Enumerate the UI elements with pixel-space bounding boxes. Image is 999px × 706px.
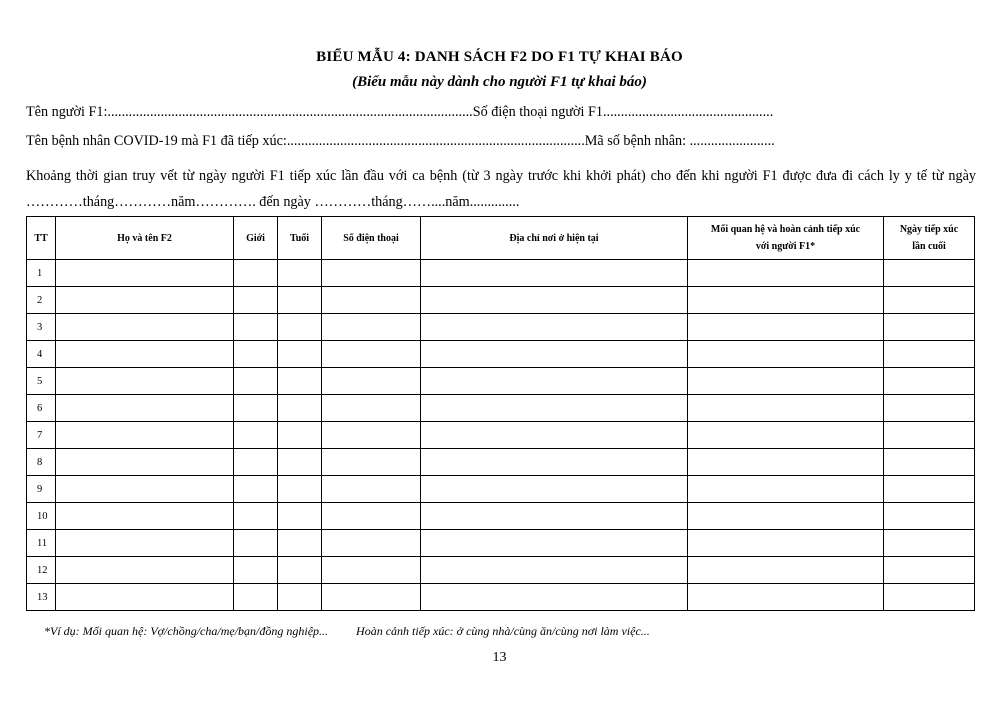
last-date-cell[interactable] bbox=[884, 422, 975, 449]
age-cell[interactable] bbox=[278, 557, 322, 584]
phone-cell[interactable] bbox=[322, 557, 421, 584]
page-number: 13 bbox=[492, 650, 507, 665]
address-cell[interactable] bbox=[421, 584, 688, 611]
gender-cell[interactable] bbox=[234, 341, 278, 368]
header-last-date-line1: Ngày tiếp xúc bbox=[899, 224, 959, 235]
f1-name-phone-field: Tên người F1:.......................................................................................................Số điện thoại người F1................................................ bbox=[26, 104, 774, 120]
age-cell[interactable] bbox=[278, 314, 322, 341]
age-cell[interactable] bbox=[278, 449, 322, 476]
age-cell[interactable] bbox=[278, 395, 322, 422]
relation-cell[interactable] bbox=[688, 287, 884, 314]
header-relation-line1: Mối quan hệ và hoàn cảnh tiếp xúc bbox=[710, 224, 861, 235]
row-number: 11 bbox=[27, 530, 56, 557]
last-date-cell[interactable] bbox=[884, 449, 975, 476]
name-cell[interactable] bbox=[56, 530, 234, 557]
last-date-cell[interactable] bbox=[884, 476, 975, 503]
patient-name-code-field: Tên bệnh nhân COVID-19 mà F1 đã tiếp xúc:....................................................................................Mã số bệnh nhân: ........................ bbox=[26, 133, 775, 149]
table-row bbox=[27, 260, 975, 287]
footnote bbox=[44, 624, 650, 639]
row-number: 6 bbox=[27, 395, 56, 422]
age-cell[interactable] bbox=[278, 260, 322, 287]
footnote-context: Hoàn cảnh tiếp xúc: ở cùng nhà/cùng ăn/cùng nơi làm việc... bbox=[356, 624, 650, 638]
relation-cell[interactable] bbox=[688, 341, 884, 368]
row-number: 10 bbox=[27, 503, 56, 530]
name-cell[interactable] bbox=[56, 368, 234, 395]
relation-cell[interactable] bbox=[688, 314, 884, 341]
phone-cell[interactable] bbox=[322, 287, 421, 314]
form-title: BIỂU MẪU 4: DANH SÁCH F2 DO F1 TỰ KHAI BÁO bbox=[316, 49, 683, 65]
address-cell[interactable] bbox=[421, 368, 688, 395]
address-cell[interactable] bbox=[421, 422, 688, 449]
header-age: Tuổi bbox=[278, 217, 322, 260]
phone-cell[interactable] bbox=[322, 368, 421, 395]
relation-cell[interactable] bbox=[688, 422, 884, 449]
gender-cell[interactable] bbox=[234, 422, 278, 449]
row-number: 8 bbox=[27, 449, 56, 476]
table-row bbox=[27, 314, 975, 341]
row-number: 12 bbox=[27, 557, 56, 584]
relation-cell[interactable] bbox=[688, 503, 884, 530]
last-date-cell[interactable] bbox=[884, 503, 975, 530]
form-subtitle: (Biểu mẫu này dành cho người F1 tự khai báo) bbox=[352, 74, 647, 90]
name-cell[interactable] bbox=[56, 503, 234, 530]
header-relation bbox=[688, 217, 884, 260]
relation-cell[interactable] bbox=[688, 557, 884, 584]
table-row bbox=[27, 395, 975, 422]
header-tt: TT bbox=[27, 217, 56, 260]
footnote-example: *Ví dụ: Mối quan hệ: Vợ/chồng/cha/mẹ/bạn/đồng nghiệp... bbox=[44, 624, 329, 638]
last-date-cell[interactable] bbox=[884, 341, 975, 368]
address-cell[interactable] bbox=[421, 260, 688, 287]
name-cell[interactable] bbox=[56, 449, 234, 476]
name-cell[interactable] bbox=[56, 341, 234, 368]
relation-cell[interactable] bbox=[688, 530, 884, 557]
row-number: 7 bbox=[27, 422, 56, 449]
table-header-row bbox=[27, 217, 975, 260]
table-row bbox=[27, 368, 975, 395]
name-cell[interactable] bbox=[56, 422, 234, 449]
table-row bbox=[27, 422, 975, 449]
row-number: 5 bbox=[27, 368, 56, 395]
table-row bbox=[27, 287, 975, 314]
gender-cell[interactable] bbox=[234, 314, 278, 341]
age-cell[interactable] bbox=[278, 368, 322, 395]
address-cell[interactable] bbox=[421, 314, 688, 341]
header-name: Họ và tên F2 bbox=[56, 217, 234, 260]
phone-cell[interactable] bbox=[322, 314, 421, 341]
relation-cell[interactable] bbox=[688, 476, 884, 503]
tracing-period-field: Khoảng thời gian truy vết từ ngày người F1 tiếp xúc lần đầu với ca bệnh (từ 3 ngày trước khi khởi phát) cho đến khi người F1 được đưa đi cách ly y tế từ ngày …………tháng…………năm…………. đến ngày …………tháng……....năm.............. bbox=[26, 168, 976, 210]
age-cell[interactable] bbox=[278, 530, 322, 557]
table-row bbox=[27, 341, 975, 368]
name-cell[interactable] bbox=[56, 260, 234, 287]
table-row bbox=[27, 584, 975, 611]
header-last-date-line2: lần cuối bbox=[912, 241, 946, 252]
row-number: 2 bbox=[27, 287, 56, 314]
gender-cell[interactable] bbox=[234, 557, 278, 584]
gender-cell[interactable] bbox=[234, 530, 278, 557]
row-number: 13 bbox=[27, 584, 56, 611]
relation-cell[interactable] bbox=[688, 368, 884, 395]
name-cell[interactable] bbox=[56, 557, 234, 584]
header-address: Địa chỉ nơi ở hiện tại bbox=[421, 217, 688, 260]
header-last-date bbox=[884, 217, 975, 260]
name-cell[interactable] bbox=[56, 584, 234, 611]
table-row bbox=[27, 557, 975, 584]
table-row bbox=[27, 449, 975, 476]
last-date-cell[interactable] bbox=[884, 557, 975, 584]
address-cell[interactable] bbox=[421, 395, 688, 422]
name-cell[interactable] bbox=[56, 314, 234, 341]
name-cell[interactable] bbox=[56, 395, 234, 422]
age-cell[interactable] bbox=[278, 503, 322, 530]
address-cell[interactable] bbox=[421, 476, 688, 503]
last-date-cell[interactable] bbox=[884, 395, 975, 422]
last-date-cell[interactable] bbox=[884, 368, 975, 395]
phone-cell[interactable] bbox=[322, 395, 421, 422]
last-date-cell[interactable] bbox=[884, 530, 975, 557]
last-date-cell[interactable] bbox=[884, 584, 975, 611]
address-cell[interactable] bbox=[421, 449, 688, 476]
gender-cell[interactable] bbox=[234, 368, 278, 395]
relation-cell[interactable] bbox=[688, 395, 884, 422]
gender-cell[interactable] bbox=[234, 260, 278, 287]
name-cell[interactable] bbox=[56, 287, 234, 314]
phone-cell[interactable] bbox=[322, 449, 421, 476]
table-row bbox=[27, 530, 975, 557]
phone-cell[interactable] bbox=[322, 476, 421, 503]
age-cell[interactable] bbox=[278, 584, 322, 611]
gender-cell[interactable] bbox=[234, 449, 278, 476]
age-cell[interactable] bbox=[278, 341, 322, 368]
header-phone: Số điện thoại bbox=[322, 217, 421, 260]
phone-cell[interactable] bbox=[322, 503, 421, 530]
last-date-cell[interactable] bbox=[884, 287, 975, 314]
gender-cell[interactable] bbox=[234, 584, 278, 611]
header-relation-line2: với người F1* bbox=[755, 241, 816, 252]
phone-cell[interactable] bbox=[322, 530, 421, 557]
address-cell[interactable] bbox=[421, 503, 688, 530]
gender-cell[interactable] bbox=[234, 287, 278, 314]
name-cell[interactable] bbox=[56, 476, 234, 503]
f2-list-table bbox=[26, 216, 975, 611]
address-cell[interactable] bbox=[421, 557, 688, 584]
address-cell[interactable] bbox=[421, 287, 688, 314]
age-cell[interactable] bbox=[278, 287, 322, 314]
last-date-cell[interactable] bbox=[884, 260, 975, 287]
row-number: 9 bbox=[27, 476, 56, 503]
row-number: 4 bbox=[27, 341, 56, 368]
relation-cell[interactable] bbox=[688, 584, 884, 611]
row-number: 1 bbox=[27, 260, 56, 287]
gender-cell[interactable] bbox=[234, 503, 278, 530]
address-cell[interactable] bbox=[421, 530, 688, 557]
table-body bbox=[27, 260, 975, 611]
header-gender: Giới bbox=[234, 217, 278, 260]
address-cell[interactable] bbox=[421, 341, 688, 368]
phone-cell[interactable] bbox=[322, 584, 421, 611]
phone-cell[interactable] bbox=[322, 341, 421, 368]
table-row bbox=[27, 476, 975, 503]
last-date-cell[interactable] bbox=[884, 314, 975, 341]
phone-cell[interactable] bbox=[322, 422, 421, 449]
relation-cell[interactable] bbox=[688, 260, 884, 287]
age-cell[interactable] bbox=[278, 422, 322, 449]
relation-cell[interactable] bbox=[688, 449, 884, 476]
gender-cell[interactable] bbox=[234, 476, 278, 503]
age-cell[interactable] bbox=[278, 476, 322, 503]
phone-cell[interactable] bbox=[322, 260, 421, 287]
gender-cell[interactable] bbox=[234, 395, 278, 422]
row-number: 3 bbox=[27, 314, 56, 341]
table-row bbox=[27, 503, 975, 530]
